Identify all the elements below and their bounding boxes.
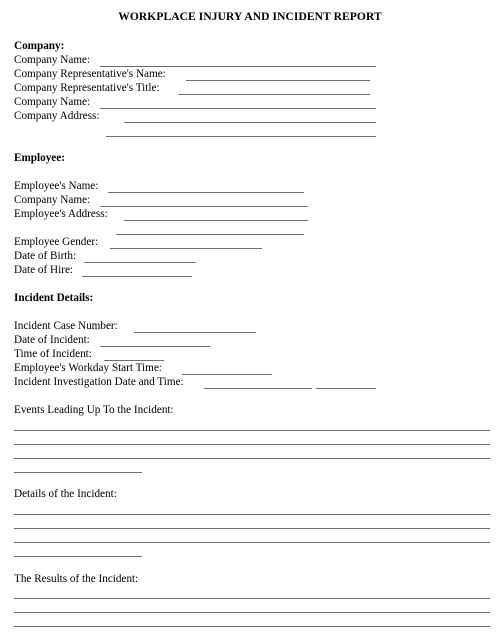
company-name-label: Company Name:	[14, 54, 91, 66]
employee-address-label: Employee's Address:	[14, 208, 108, 220]
company-rep-name-field[interactable]	[186, 80, 370, 81]
investigation-date-field[interactable]	[204, 388, 312, 389]
employee-hire-field[interactable]	[82, 276, 192, 277]
company-rep-name-label: Company Representative's Name:	[14, 68, 166, 80]
results-line-1[interactable]	[14, 598, 490, 599]
company-address-label: Company Address:	[14, 110, 100, 122]
company-heading: Company:	[14, 40, 65, 52]
incident-heading: Incident Details:	[14, 292, 94, 304]
company-name-label-2: Company Name:	[14, 96, 91, 108]
incident-date-field[interactable]	[100, 346, 210, 347]
employee-heading: Employee:	[14, 152, 65, 164]
company-rep-title-label: Company Representative's Title:	[14, 82, 160, 94]
events-line-2[interactable]	[14, 444, 490, 445]
incident-case-label: Incident Case Number:	[14, 320, 118, 332]
details-line-1[interactable]	[14, 514, 490, 515]
results-line-3[interactable]	[14, 626, 490, 627]
employee-dob-label: Date of Birth:	[14, 250, 77, 262]
company-address-field-line-2[interactable]	[106, 136, 376, 137]
employee-name-label: Employee's Name:	[14, 180, 99, 192]
incident-date-label: Date of Incident:	[14, 334, 90, 346]
employee-address-field-line-2[interactable]	[116, 234, 304, 235]
details-line-2[interactable]	[14, 528, 490, 529]
company-address-field[interactable]	[124, 122, 376, 123]
employee-name-field[interactable]	[108, 192, 304, 193]
employee-company-field[interactable]	[100, 206, 308, 207]
investigation-time-field[interactable]	[316, 388, 376, 389]
employee-gender-field[interactable]	[110, 248, 262, 249]
events-label: Events Leading Up To the Incident:	[14, 404, 174, 416]
employee-address-field[interactable]	[124, 220, 308, 221]
employee-gender-label: Employee Gender:	[14, 236, 99, 248]
incident-time-label: Time of Incident:	[14, 348, 92, 360]
results-label: The Results of the Incident:	[14, 573, 139, 585]
events-line-1[interactable]	[14, 430, 490, 431]
workday-start-field[interactable]	[182, 374, 272, 375]
details-line-4[interactable]	[14, 556, 142, 557]
workday-start-label: Employee's Workday Start Time:	[14, 362, 162, 374]
details-line-3[interactable]	[14, 542, 490, 543]
document-title: WORKPLACE INJURY AND INCIDENT REPORT	[118, 11, 382, 23]
results-line-2[interactable]	[14, 612, 490, 613]
employee-dob-field[interactable]	[84, 262, 196, 263]
employee-hire-label: Date of Hire:	[14, 264, 74, 276]
investigation-label: Incident Investigation Date and Time:	[14, 376, 184, 388]
company-rep-title-field[interactable]	[178, 94, 370, 95]
events-line-4[interactable]	[14, 472, 142, 473]
events-line-3[interactable]	[14, 458, 490, 459]
company-name-field[interactable]	[100, 66, 376, 67]
employee-company-label: Company Name:	[14, 194, 91, 206]
incident-case-field[interactable]	[134, 332, 256, 333]
incident-time-field[interactable]	[104, 360, 164, 361]
details-label: Details of the Incident:	[14, 488, 117, 500]
company-name-field-2[interactable]	[100, 108, 376, 109]
